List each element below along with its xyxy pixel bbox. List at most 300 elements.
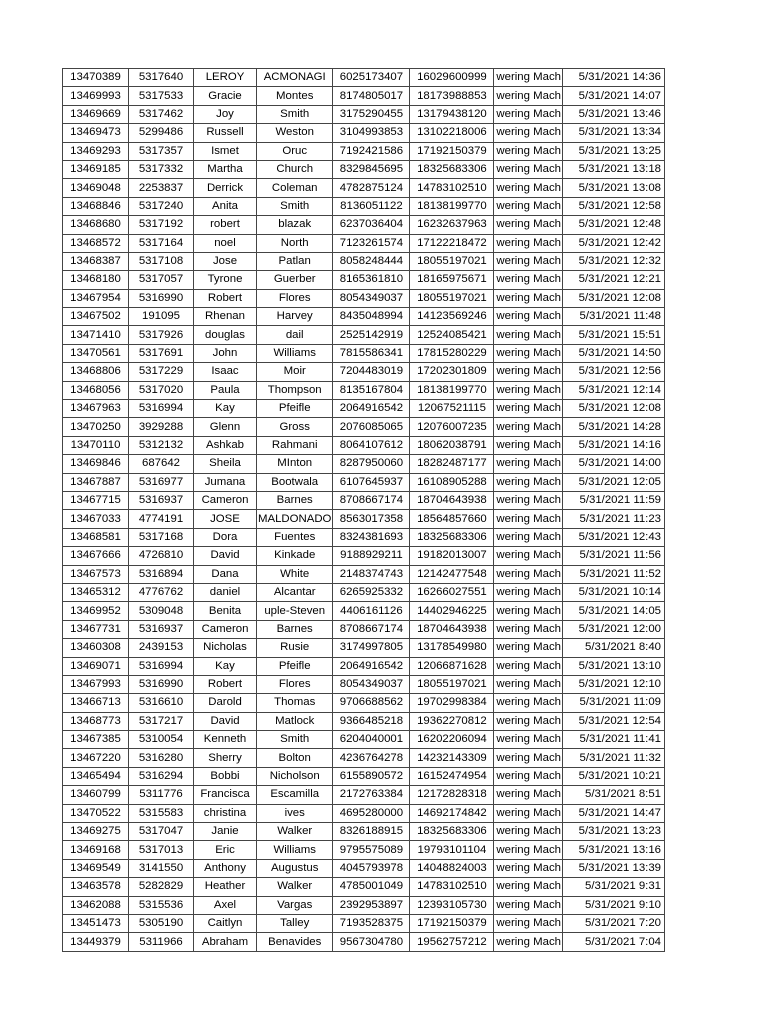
cell-phone: 3174997805 [333, 639, 410, 657]
cell-number: 5315536 [129, 896, 194, 914]
cell-last-name: ives [257, 804, 333, 822]
cell-id: 13467666 [63, 547, 129, 565]
cell-id: 13467993 [63, 675, 129, 693]
cell-first-name: Robert [194, 675, 257, 693]
cell-phone: 8287950060 [333, 455, 410, 473]
cell-number: 4776762 [129, 583, 194, 601]
cell-date: 5/31/2021 7:04 [563, 933, 665, 951]
cell-first-name: Anthony [194, 859, 257, 877]
cell-number: 5316937 [129, 491, 194, 509]
cell-id: 13467502 [63, 308, 129, 326]
data-table [62, 68, 665, 952]
cell-id: 13469846 [63, 455, 129, 473]
table-row [63, 510, 665, 528]
cell-id: 13468680 [63, 216, 129, 234]
cell-phone: 3175290455 [333, 105, 410, 123]
cell-date: 5/31/2021 13:16 [563, 841, 665, 859]
cell-last-name: Patlan [257, 252, 333, 270]
cell-id: 13467573 [63, 565, 129, 583]
cell-phone-alt: 12067521115 [410, 400, 494, 418]
cell-id: 13470522 [63, 804, 129, 822]
cell-number: 5317533 [129, 87, 194, 105]
cell-phone: 2392953897 [333, 896, 410, 914]
table-row [63, 142, 665, 160]
cell-date: 5/31/2021 13:25 [563, 142, 665, 160]
cell-date: 5/31/2021 12:05 [563, 473, 665, 491]
cell-phone: 8329845695 [333, 160, 410, 178]
cell-last-name: ACMONAGI [257, 69, 333, 87]
cell-id: 13469549 [63, 859, 129, 877]
cell-phone-alt: 18062038791 [410, 436, 494, 454]
cell-number: 5316610 [129, 694, 194, 712]
cell-last-name: Flores [257, 675, 333, 693]
cell-id: 13469275 [63, 823, 129, 841]
table-row [63, 252, 665, 270]
cell-phone-alt: 16266027551 [410, 583, 494, 601]
cell-appliance: wering Mach [494, 510, 563, 528]
table-row [63, 326, 665, 344]
cell-appliance: wering Mach [494, 491, 563, 509]
cell-phone: 4782875124 [333, 179, 410, 197]
cell-last-name: Alcantar [257, 583, 333, 601]
table-row [63, 344, 665, 362]
cell-appliance: wering Mach [494, 381, 563, 399]
cell-first-name: Jumana [194, 473, 257, 491]
cell-phone-alt: 16202206094 [410, 731, 494, 749]
cell-first-name: noel [194, 234, 257, 252]
cell-appliance: wering Mach [494, 436, 563, 454]
cell-phone-alt: 16108905288 [410, 473, 494, 491]
cell-id: 13469168 [63, 841, 129, 859]
cell-phone: 2076085065 [333, 418, 410, 436]
cell-first-name: Derrick [194, 179, 257, 197]
cell-phone-alt: 12076007235 [410, 418, 494, 436]
cell-first-name: John [194, 344, 257, 362]
cell-phone-alt: 18055197021 [410, 289, 494, 307]
table-row [63, 528, 665, 546]
cell-last-name: Escamilla [257, 786, 333, 804]
cell-number: 2253837 [129, 179, 194, 197]
cell-number: 5309048 [129, 602, 194, 620]
cell-phone-alt: 13178549980 [410, 639, 494, 657]
cell-number: 5316994 [129, 400, 194, 418]
cell-last-name: Thompson [257, 381, 333, 399]
cell-first-name: Jose [194, 252, 257, 270]
cell-last-name: Harvey [257, 308, 333, 326]
table-row [63, 87, 665, 105]
cell-last-name: North [257, 234, 333, 252]
cell-first-name: Cameron [194, 620, 257, 638]
cell-id: 13465494 [63, 767, 129, 785]
cell-phone-alt: 18704643938 [410, 620, 494, 638]
cell-appliance: wering Mach [494, 841, 563, 859]
cell-number: 5317057 [129, 271, 194, 289]
cell-appliance: wering Mach [494, 602, 563, 620]
cell-number: 5317462 [129, 105, 194, 123]
cell-first-name: Kenneth [194, 731, 257, 749]
cell-last-name: Bootwala [257, 473, 333, 491]
cell-first-name: Janie [194, 823, 257, 841]
cell-phone: 7193528375 [333, 914, 410, 932]
cell-appliance: wering Mach [494, 87, 563, 105]
cell-phone-alt: 19793101104 [410, 841, 494, 859]
cell-appliance: wering Mach [494, 289, 563, 307]
cell-number: 5317168 [129, 528, 194, 546]
cell-first-name: Joy [194, 105, 257, 123]
cell-appliance: wering Mach [494, 308, 563, 326]
cell-date: 5/31/2021 14:47 [563, 804, 665, 822]
cell-phone: 8054349037 [333, 289, 410, 307]
cell-appliance: wering Mach [494, 731, 563, 749]
cell-id: 13470110 [63, 436, 129, 454]
cell-phone: 6265925332 [333, 583, 410, 601]
cell-date: 5/31/2021 12:56 [563, 363, 665, 381]
cell-number: 5317926 [129, 326, 194, 344]
cell-last-name: MALDONADO [257, 510, 333, 528]
cell-appliance: wering Mach [494, 124, 563, 142]
cell-number: 5317013 [129, 841, 194, 859]
cell-date: 5/31/2021 12:00 [563, 620, 665, 638]
cell-date: 5/31/2021 10:14 [563, 583, 665, 601]
cell-first-name: Heather [194, 878, 257, 896]
table-row [63, 179, 665, 197]
cell-first-name: Nicholas [194, 639, 257, 657]
cell-phone: 7192421586 [333, 142, 410, 160]
cell-first-name: Dana [194, 565, 257, 583]
cell-phone-alt: 12172828318 [410, 786, 494, 804]
cell-phone-alt: 14783102510 [410, 878, 494, 896]
cell-phone: 6155890572 [333, 767, 410, 785]
cell-phone-alt: 14402946225 [410, 602, 494, 620]
cell-phone-alt: 16152474954 [410, 767, 494, 785]
table-row [63, 491, 665, 509]
cell-number: 3929288 [129, 418, 194, 436]
cell-appliance: wering Mach [494, 344, 563, 362]
cell-appliance: wering Mach [494, 105, 563, 123]
cell-date: 5/31/2021 12:14 [563, 381, 665, 399]
cell-appliance: wering Mach [494, 896, 563, 914]
cell-date: 5/31/2021 12:21 [563, 271, 665, 289]
cell-number: 5317020 [129, 381, 194, 399]
cell-phone-alt: 12393105730 [410, 896, 494, 914]
cell-first-name: Axel [194, 896, 257, 914]
cell-last-name: Coleman [257, 179, 333, 197]
cell-last-name: Church [257, 160, 333, 178]
cell-phone-alt: 17192150379 [410, 914, 494, 932]
cell-phone-alt: 14048824003 [410, 859, 494, 877]
cell-date: 5/31/2021 13:18 [563, 160, 665, 178]
cell-date: 5/31/2021 9:31 [563, 878, 665, 896]
cell-phone: 8058248444 [333, 252, 410, 270]
cell-phone: 2064916542 [333, 657, 410, 675]
cell-phone-alt: 17815280229 [410, 344, 494, 362]
cell-number: 5317229 [129, 363, 194, 381]
cell-id: 13467220 [63, 749, 129, 767]
cell-id: 13468773 [63, 712, 129, 730]
cell-id: 13468806 [63, 363, 129, 381]
cell-date: 5/31/2021 7:20 [563, 914, 665, 932]
cell-last-name: Rusie [257, 639, 333, 657]
cell-last-name: Thomas [257, 694, 333, 712]
cell-appliance: wering Mach [494, 767, 563, 785]
table-row [63, 914, 665, 932]
cell-date: 5/31/2021 11:48 [563, 308, 665, 326]
cell-phone-alt: 16232637963 [410, 216, 494, 234]
cell-phone: 3104993853 [333, 124, 410, 142]
cell-number: 5317108 [129, 252, 194, 270]
cell-phone: 8326188915 [333, 823, 410, 841]
table-row [63, 234, 665, 252]
table-row [63, 105, 665, 123]
table-row [63, 878, 665, 896]
table-row [63, 271, 665, 289]
cell-id: 13467887 [63, 473, 129, 491]
cell-id: 13467963 [63, 400, 129, 418]
cell-date: 5/31/2021 8:51 [563, 786, 665, 804]
table-row [63, 675, 665, 693]
cell-number: 687642 [129, 455, 194, 473]
cell-date: 5/31/2021 13:23 [563, 823, 665, 841]
cell-number: 5312132 [129, 436, 194, 454]
cell-first-name: Paula [194, 381, 257, 399]
cell-last-name: Matlock [257, 712, 333, 730]
cell-date: 5/31/2021 11:59 [563, 491, 665, 509]
cell-first-name: Darold [194, 694, 257, 712]
cell-phone-alt: 14123569246 [410, 308, 494, 326]
cell-number: 5317164 [129, 234, 194, 252]
cell-phone: 6107645937 [333, 473, 410, 491]
cell-phone-alt: 19562757212 [410, 933, 494, 951]
cell-phone-alt: 12142477548 [410, 565, 494, 583]
cell-phone: 8136051122 [333, 197, 410, 215]
cell-phone-alt: 18055197021 [410, 675, 494, 693]
cell-date: 5/31/2021 12:42 [563, 234, 665, 252]
cell-id: 13467385 [63, 731, 129, 749]
cell-phone-alt: 19182013007 [410, 547, 494, 565]
table-row [63, 841, 665, 859]
cell-last-name: Nicholson [257, 767, 333, 785]
cell-phone: 8708667174 [333, 620, 410, 638]
cell-appliance: wering Mach [494, 179, 563, 197]
cell-id: 13469071 [63, 657, 129, 675]
cell-last-name: Smith [257, 197, 333, 215]
cell-last-name: Barnes [257, 620, 333, 638]
cell-last-name: Gross [257, 418, 333, 436]
cell-date: 5/31/2021 13:08 [563, 179, 665, 197]
cell-date: 5/31/2021 14:07 [563, 87, 665, 105]
cell-phone-alt: 12066871628 [410, 657, 494, 675]
cell-date: 5/31/2021 12:10 [563, 675, 665, 693]
cell-first-name: Dora [194, 528, 257, 546]
table-row [63, 436, 665, 454]
cell-first-name: Benita [194, 602, 257, 620]
cell-phone-alt: 18325683306 [410, 823, 494, 841]
table-row [63, 124, 665, 142]
cell-number: 5311776 [129, 786, 194, 804]
cell-number: 5316280 [129, 749, 194, 767]
cell-last-name: Guerber [257, 271, 333, 289]
table-row [63, 859, 665, 877]
cell-last-name: MInton [257, 455, 333, 473]
cell-first-name: Ismet [194, 142, 257, 160]
cell-phone: 8054349037 [333, 675, 410, 693]
cell-id: 13469952 [63, 602, 129, 620]
cell-appliance: wering Mach [494, 914, 563, 932]
cell-last-name: Flores [257, 289, 333, 307]
cell-date: 5/31/2021 13:39 [563, 859, 665, 877]
cell-id: 13463578 [63, 878, 129, 896]
cell-appliance: wering Mach [494, 363, 563, 381]
cell-first-name: Abraham [194, 933, 257, 951]
cell-first-name: Caitlyn [194, 914, 257, 932]
cell-phone-alt: 14783102510 [410, 179, 494, 197]
cell-date: 5/31/2021 14:00 [563, 455, 665, 473]
cell-id: 13470250 [63, 418, 129, 436]
cell-date: 5/31/2021 14:16 [563, 436, 665, 454]
cell-id: 13468572 [63, 234, 129, 252]
cell-phone: 9366485218 [333, 712, 410, 730]
cell-phone-alt: 18173988853 [410, 87, 494, 105]
table-row [63, 547, 665, 565]
cell-phone-alt: 18704643938 [410, 491, 494, 509]
cell-last-name: Benavides [257, 933, 333, 951]
cell-last-name: Williams [257, 344, 333, 362]
cell-date: 5/31/2021 15:51 [563, 326, 665, 344]
table-row [63, 473, 665, 491]
cell-first-name: Sheila [194, 455, 257, 473]
cell-number: 5305190 [129, 914, 194, 932]
cell-number: 5316990 [129, 289, 194, 307]
cell-phone: 9188929211 [333, 547, 410, 565]
cell-number: 5316977 [129, 473, 194, 491]
cell-phone-alt: 12524085421 [410, 326, 494, 344]
cell-date: 5/31/2021 9:10 [563, 896, 665, 914]
cell-last-name: Montes [257, 87, 333, 105]
cell-appliance: wering Mach [494, 216, 563, 234]
cell-first-name: Kay [194, 657, 257, 675]
cell-phone: 6237036404 [333, 216, 410, 234]
cell-date: 5/31/2021 11:32 [563, 749, 665, 767]
cell-date: 5/31/2021 12:58 [563, 197, 665, 215]
table-row [63, 160, 665, 178]
cell-number: 5317640 [129, 69, 194, 87]
cell-first-name: Gracie [194, 87, 257, 105]
cell-id: 13470389 [63, 69, 129, 87]
cell-id: 13467731 [63, 620, 129, 638]
cell-id: 13449379 [63, 933, 129, 951]
cell-phone-alt: 14232143309 [410, 749, 494, 767]
cell-last-name: Augustus [257, 859, 333, 877]
cell-last-name: Smith [257, 731, 333, 749]
cell-appliance: wering Mach [494, 657, 563, 675]
cell-last-name: Walker [257, 823, 333, 841]
cell-date: 5/31/2021 12:32 [563, 252, 665, 270]
cell-appliance: wering Mach [494, 271, 563, 289]
cell-number: 5317192 [129, 216, 194, 234]
table-row [63, 712, 665, 730]
cell-number: 5311966 [129, 933, 194, 951]
cell-number: 5317332 [129, 160, 194, 178]
cell-last-name: Kinkade [257, 547, 333, 565]
cell-phone: 2172763384 [333, 786, 410, 804]
cell-first-name: christina [194, 804, 257, 822]
cell-appliance: wering Mach [494, 639, 563, 657]
cell-phone-alt: 13102218006 [410, 124, 494, 142]
cell-id: 13469185 [63, 160, 129, 178]
cell-date: 5/31/2021 11:09 [563, 694, 665, 712]
cell-number: 5317047 [129, 823, 194, 841]
cell-date: 5/31/2021 11:52 [563, 565, 665, 583]
cell-id: 13469473 [63, 124, 129, 142]
table-row [63, 749, 665, 767]
cell-id: 13471410 [63, 326, 129, 344]
cell-appliance: wering Mach [494, 326, 563, 344]
cell-phone: 2525142919 [333, 326, 410, 344]
cell-appliance: wering Mach [494, 583, 563, 601]
cell-phone-alt: 18325683306 [410, 528, 494, 546]
cell-appliance: wering Mach [494, 878, 563, 896]
cell-id: 13466713 [63, 694, 129, 712]
cell-id: 13468387 [63, 252, 129, 270]
cell-phone-alt: 14692174842 [410, 804, 494, 822]
cell-appliance: wering Mach [494, 675, 563, 693]
cell-first-name: Sherry [194, 749, 257, 767]
table-row [63, 804, 665, 822]
cell-phone: 4045793978 [333, 859, 410, 877]
cell-id: 13468180 [63, 271, 129, 289]
cell-first-name: Eric [194, 841, 257, 859]
cell-phone: 2148374743 [333, 565, 410, 583]
cell-appliance: wering Mach [494, 142, 563, 160]
cell-last-name: Williams [257, 841, 333, 859]
cell-number: 5315583 [129, 804, 194, 822]
cell-date: 5/31/2021 12:48 [563, 216, 665, 234]
cell-date: 5/31/2021 13:46 [563, 105, 665, 123]
cell-phone-alt: 13179438120 [410, 105, 494, 123]
cell-phone: 4785001049 [333, 878, 410, 896]
cell-phone-alt: 16029600999 [410, 69, 494, 87]
cell-first-name: Tyrone [194, 271, 257, 289]
cell-appliance: wering Mach [494, 234, 563, 252]
cell-id: 13469293 [63, 142, 129, 160]
cell-phone-alt: 17192150379 [410, 142, 494, 160]
cell-appliance: wering Mach [494, 197, 563, 215]
cell-appliance: wering Mach [494, 400, 563, 418]
table-row [63, 823, 665, 841]
cell-first-name: Isaac [194, 363, 257, 381]
cell-date: 5/31/2021 12:08 [563, 400, 665, 418]
cell-number: 5317357 [129, 142, 194, 160]
table-row [63, 418, 665, 436]
cell-number: 5317217 [129, 712, 194, 730]
cell-appliance: wering Mach [494, 69, 563, 87]
cell-date: 5/31/2021 12:08 [563, 289, 665, 307]
cell-last-name: Walker [257, 878, 333, 896]
table-row [63, 197, 665, 215]
cell-phone-alt: 18165975671 [410, 271, 494, 289]
cell-appliance: wering Mach [494, 160, 563, 178]
cell-number: 4726810 [129, 547, 194, 565]
table-row [63, 308, 665, 326]
cell-id: 13468056 [63, 381, 129, 399]
cell-phone-alt: 19362270812 [410, 712, 494, 730]
cell-id: 13460308 [63, 639, 129, 657]
cell-appliance: wering Mach [494, 933, 563, 951]
cell-number: 5299486 [129, 124, 194, 142]
cell-date: 5/31/2021 14:36 [563, 69, 665, 87]
cell-first-name: David [194, 712, 257, 730]
cell-last-name: Vargas [257, 896, 333, 914]
